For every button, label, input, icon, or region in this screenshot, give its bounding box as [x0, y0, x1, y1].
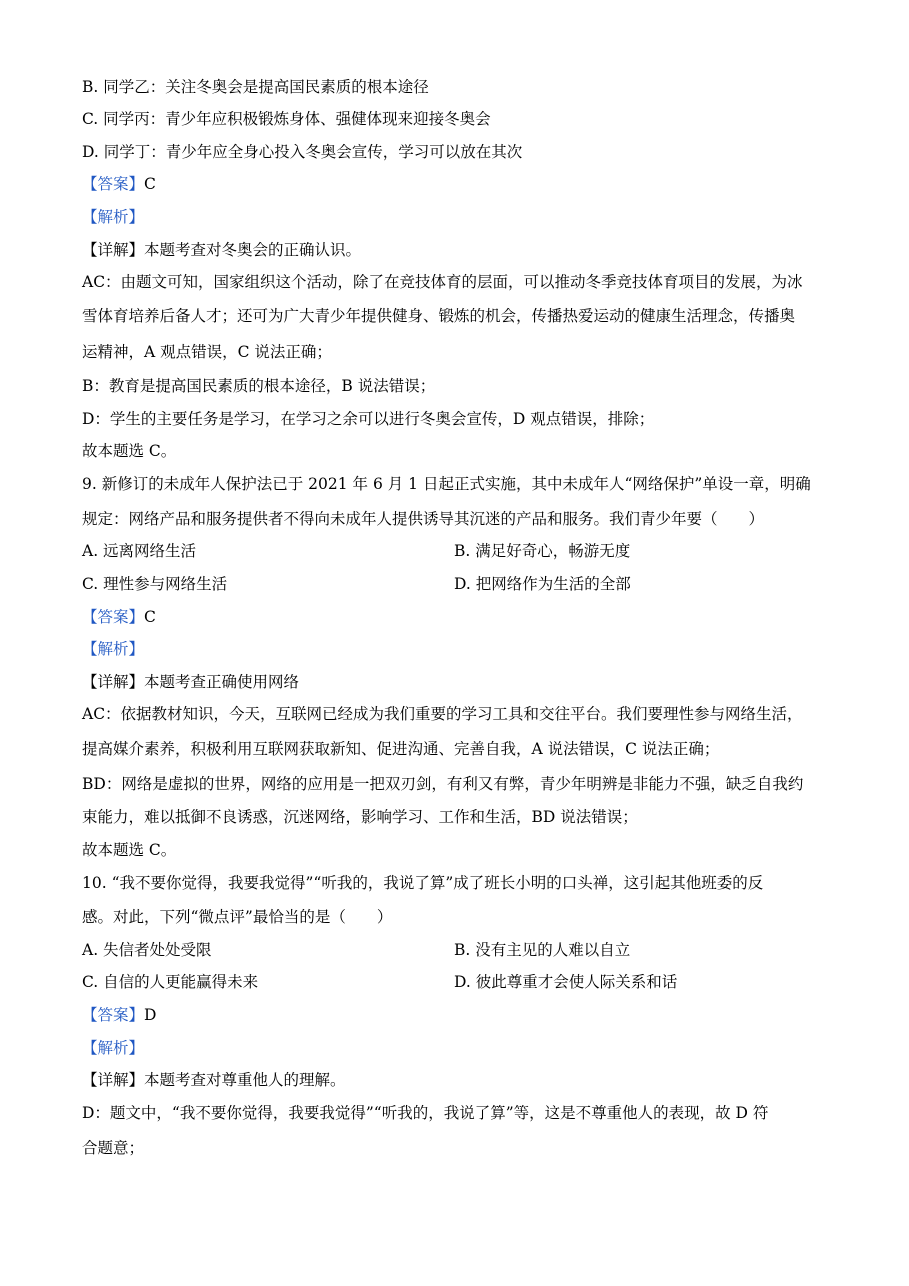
q9-body-line: AC：依据教材知识，今天，互联网已经成为我们重要的学习工具和交往平台。我们要理性参与网络生活，: [82, 705, 803, 723]
q9-analysis-tag: 【解析】: [82, 640, 145, 658]
q10-body-line: D：题文中，“我不要你觉得，我要我觉得”“听我的，我说了算”等，这是不尊重他人的表现，故 D 符: [82, 1104, 769, 1122]
q8-detail: [82, 239, 832, 261]
q9-stem-line: 9. 新修订的未成年人保护法已于 2021 年 6 月 1 日起正式实施，其中未成年人“网络保护”单设一章，明确: [82, 475, 811, 493]
answer-value: C: [144, 608, 156, 626]
q8-body-line: 运精神，A 观点错误，C 说法正确；: [82, 343, 332, 361]
q10-stem-line: 10. “我不要你觉得，我要我觉得”“听我的，我说了算”成了班长小明的口头禅，这引起其他班委的反: [82, 874, 764, 892]
q9-detail: [82, 671, 832, 693]
q8-body-line: 雪体育培养后备人才；还可为广大青少年提供健身、锻炼的机会，传播热爱运动的健康生活理念，传播奥: [82, 307, 796, 325]
q10-answer: [82, 1004, 832, 1026]
q9-body-line: 束能力，难以抵御不良诱惑，沉迷网络，影响学习、工作和生活，BD 说法错误；: [82, 808, 638, 826]
detail-text: 本题考查正确使用网络: [144, 673, 300, 691]
q9-body-line: 故本题选 C。: [82, 841, 177, 859]
answer-tag: 【答案】: [82, 608, 145, 626]
answer-tag: 【答案】: [82, 1006, 145, 1024]
q8-body-line: 故本题选 C。: [82, 442, 177, 460]
q8-option-b: B. 同学乙：关注冬奥会是提高国民素质的根本途径: [82, 78, 429, 96]
answer-tag: 【答案】: [82, 175, 145, 193]
q10-detail: [82, 1069, 832, 1091]
q9-option-b: B. 满足好奇心，畅游无度: [454, 542, 631, 560]
q8-analysis-tag: 【解析】: [82, 208, 145, 226]
q9-body-line: BD：网络是虚拟的世界，网络的应用是一把双刃剑，有利又有弊，青少年明辨是非能力不强，缺乏自我约: [82, 775, 804, 793]
q9-stem-line: 规定：网络产品和服务提供者不得向未成年人提供诱导其沉迷的产品和服务。我们青少年要（ ）: [82, 510, 765, 528]
q10-option-d: D. 彼此尊重才会使人际关系和话: [454, 973, 678, 991]
answer-value: C: [144, 175, 156, 193]
q10-body-line: 合题意；: [82, 1139, 145, 1157]
q9-option-d: D. 把网络作为生活的全部: [454, 575, 631, 593]
q9-body-line: 提高媒介素养，积极利用互联网获取新知、促进沟通、完善自我，A 说法错误，C 说法正确；: [82, 740, 720, 758]
q8-option-d: D. 同学丁：青少年应全身心投入冬奥会宣传，学习可以放在其次: [82, 143, 523, 161]
q8-answer: [82, 173, 832, 195]
q8-body-line: B：教育是提高国民素质的根本途径，B 说法错误；: [82, 377, 436, 395]
q10-analysis-tag: 【解析】: [82, 1039, 145, 1057]
q10-stem-line: 感。对此，下列“微点评”最恰当的是（ ）: [82, 908, 393, 926]
q9-option-c: C. 理性参与网络生活: [82, 575, 228, 593]
q8-body-line: D：学生的主要任务是学习，在学习之余可以进行冬奥会宣传，D 观点错误，排除；: [82, 410, 655, 428]
detail-tag: 【详解】: [82, 241, 145, 259]
q8-body-line: AC：由题文可知，国家组织这个活动，除了在竞技体育的层面，可以推动冬季竞技体育项目的发展，为冰: [82, 273, 803, 291]
q9-option-a: A. 远离网络生活: [82, 542, 197, 560]
q8-option-c: C. 同学丙：青少年应积极锻炼身体、强健体现来迎接冬奥会: [82, 110, 491, 128]
q9-answer: [82, 606, 832, 628]
detail-text: 本题考查对尊重他人的理解。: [144, 1071, 346, 1089]
detail-text: 本题考查对冬奥会的正确认识。: [144, 241, 362, 259]
detail-tag: 【详解】: [82, 673, 145, 691]
q10-option-a: A. 失信者处处受限: [82, 941, 212, 959]
q10-option-c: C. 自信的人更能赢得未来: [82, 973, 259, 991]
q10-option-b: B. 没有主见的人难以自立: [454, 941, 631, 959]
detail-tag: 【详解】: [82, 1071, 145, 1089]
answer-value: D: [144, 1006, 157, 1024]
